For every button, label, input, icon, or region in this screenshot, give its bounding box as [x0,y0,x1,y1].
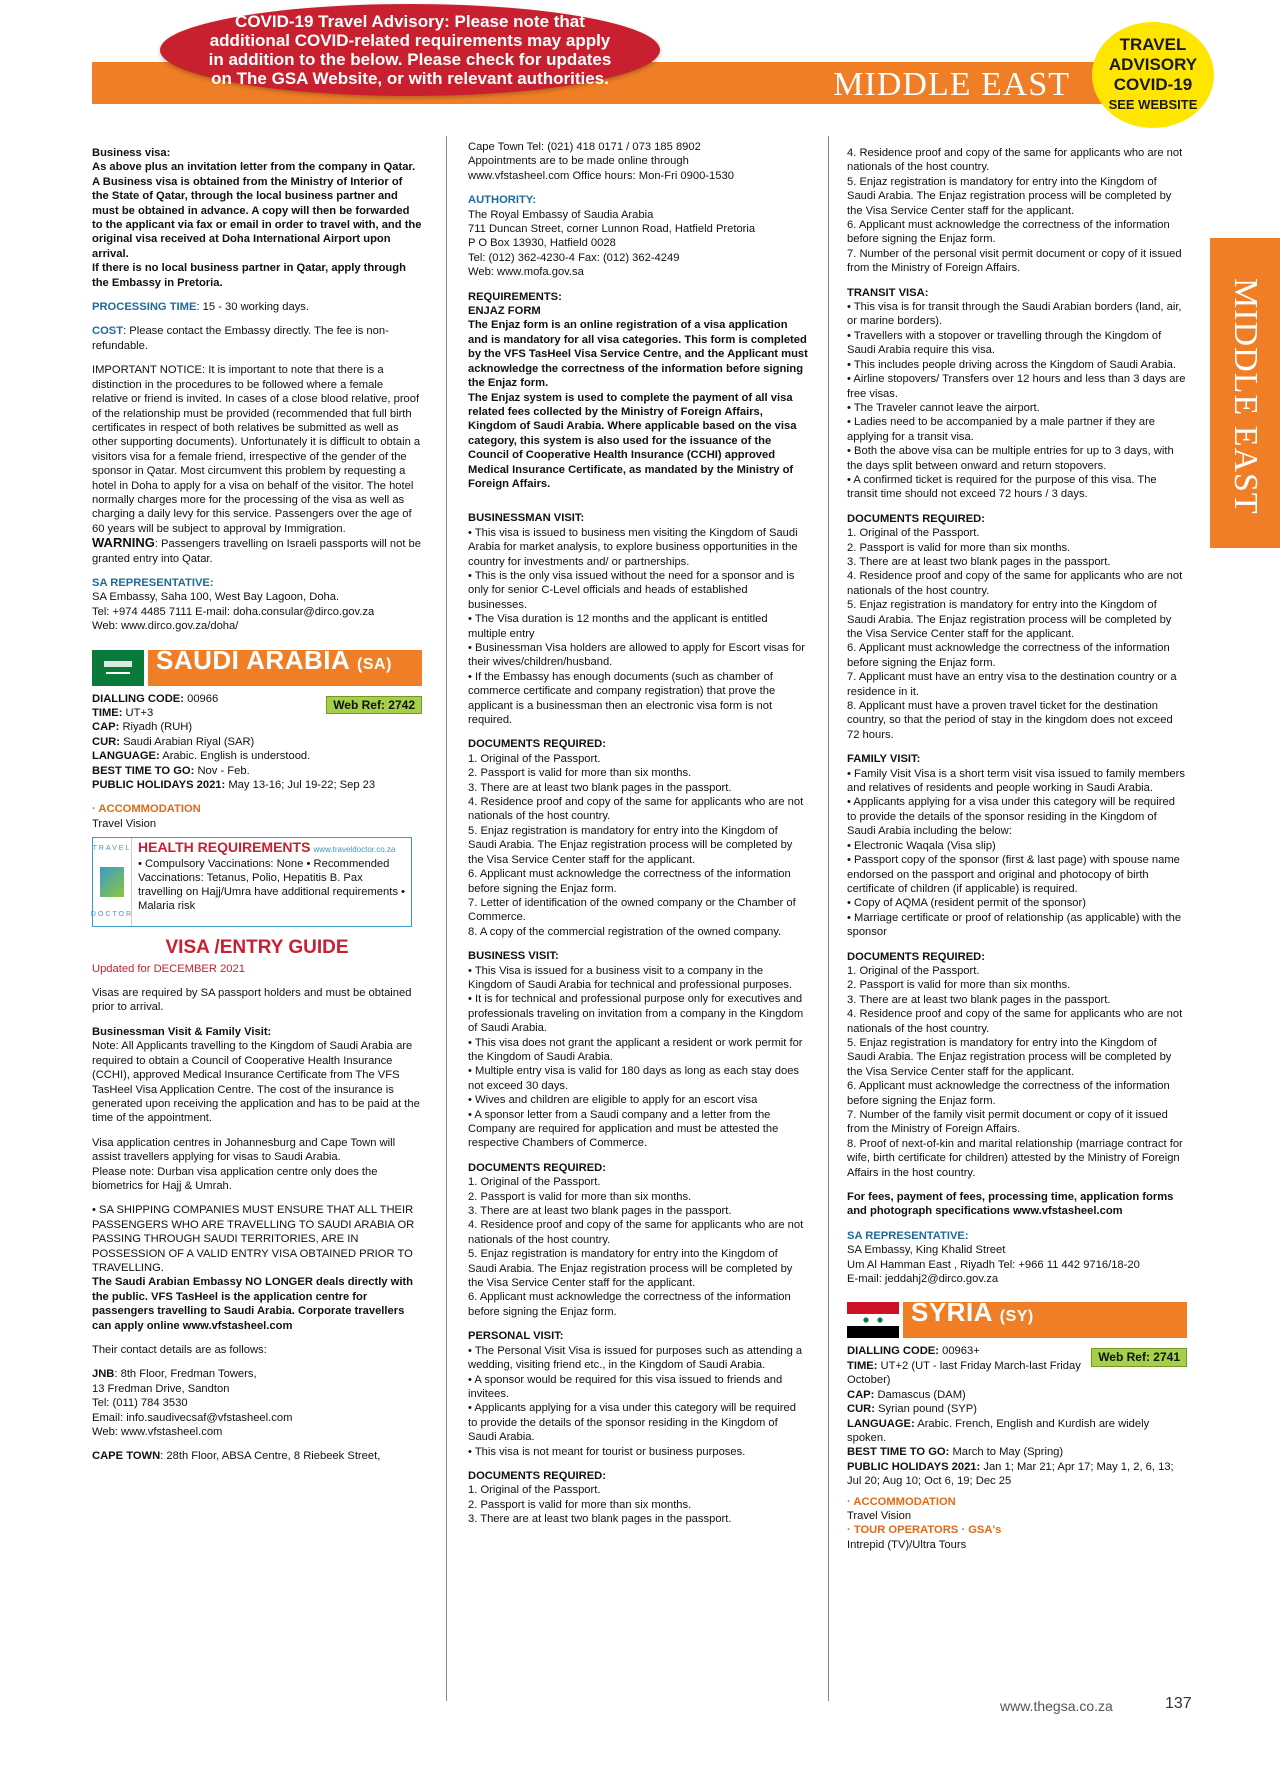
jnb-line: Web: www.vfstasheel.com [92,1426,223,1439]
sa-rep-line: Tel: +974 4485 7111 E-mail: doha.consular@dirco.gov.za [92,605,375,618]
personal-visit-heading: PERSONAL VISIT: [468,1330,564,1343]
accommodation-value: Travel Vision [92,817,157,830]
list-item: 2. Passport is valid for more than six months. [468,1498,692,1511]
sa-rep-line: Um Al Hamman East , Riyadh Tel: +966 11 442 9716/18-20 [847,1258,1140,1271]
list-item: • The Traveler cannot leave the airport. [847,401,1040,414]
region-title: MIDDLE EAST [833,66,1070,103]
side-tab [1210,238,1280,548]
list-item: 5. Enjaz registration is mandatory for entry into the Kingdom of Saudi Arabia. The Enjaz registration process will be completed by the Visa Service Center staff for the applicant. [847,175,1172,217]
warning-label: WARNING [92,535,155,551]
list-item: • This visa does not grant the applicant a resident or work permit for the Kingdom of Saudi Arabia. [468,1036,803,1063]
list-item: • This is the only visa issued without the need for a sponsor and is only for senior C-Level officials and heads of established businesses. [468,569,795,611]
fact-row: BEST TIME TO GO: March to May (Spring) [847,1446,1064,1459]
column-divider [446,136,447,1701]
list-item: • A confirmed ticket is required for the purpose of this visa. The transit time should not exceed 72 hours / 3 days. [847,473,1157,501]
warning-value: : Passengers travelling on Israeli passports will not be granted entry into Qatar. [92,538,421,565]
list-item: 3. There are at least two blank pages in the passport. [468,1513,732,1526]
accommodation-label: · ACCOMMODATION [847,1495,956,1508]
sa-rep-label: SA REPRESENTATIVE: [92,576,214,589]
list-item: 5. Enjaz registration is mandatory for entry into the Kingdom of Saudi Arabia. The Enjaz registration process will be completed by the Visa Service Center staff for the applicant. [847,1036,1172,1078]
fact-row: TIME: UT+3 [92,707,154,719]
list-item: 8. Applicant must have a proven travel ticket for the destination country, so that the period of stay in the kingdom does not exceed 72 hours. [847,700,1173,741]
authority-line: Tel: (012) 362-4230-4 Fax: (012) 362-4249 [468,251,680,264]
warning [92,536,422,566]
business-visa-text: If there is no local business partner in Qatar, apply through the Embassy in Pretoria. [92,262,406,289]
list-item: 2. Passport is valid for more than six months. [847,979,1071,992]
list-item: • Applicants applying for a visa under this category will be required to provide the details of the sponsor residing in the Kingdom of Saudi Arabia. [468,1402,796,1444]
list-item: • The Personal Visit Visa is issued for purposes such as attending a wedding, visiting friend etc., in the Kingdom of Saudi Arabia. [468,1344,803,1372]
list-item: • This visa is for transit through the Saudi Arabian borders (land, air, or marine borders). [847,301,1182,328]
fact-row: CAP: Damascus (DAM) [847,1388,966,1401]
saudi-flag-icon [92,650,144,686]
list-item: • Multiple entry visa is valid for 180 days as long as each stay does not exceed 30 days. [468,1065,800,1092]
list-item: 5. Enjaz registration is mandatory for entry into the Kingdom of Saudi Arabia. The Enjaz registration process will be completed by the Visa Service Center staff for the applicant. [468,824,793,866]
list-item: • The Visa duration is 12 months and the applicant is entitled multiple entry [468,613,768,640]
list-item: • If the Embassy has enough documents (such as chamber of commerce certificate and company registration) that prove the applicant is a businessman then an electronic visa form is not required. [468,670,776,727]
health-text: • Compulsory Vaccinations: None • Recommended Vaccinations: Tetanus, Polio, Hepatitis B. Pax travelling on Hajj/Umra have additional requirements • Malaria risk [138,858,405,913]
list-item: • Both the above visa can be multiple entries for up to 3 days, with the days split between onward and return stopovers. [847,445,1174,472]
list-item: • Businessman Visa holders are allowed to apply for Escort visas for their wives/children/husband. [468,642,806,669]
list-item: • Passport copy of the sponsor (first & last page) with spouse name endorsed on the passport and original and photocopy of birth certificate of children (if applicable) is required. [847,854,1180,895]
centres-note: Visa application centres in Johannesburg and Cape Town will assist travellers applying for visas to Saudi Arabia. [92,1136,396,1164]
badge-line: TRAVEL [1119,35,1187,54]
fact-row: CUR: Syrian pound (SYP) [847,1403,977,1416]
list-item: • Airline stopovers/ Transfers over 12 hours and less than 3 days are free visas. [847,373,1186,400]
list-item: • Electronic Waqala (Visa slip) [847,839,996,852]
list-item: 4. Residence proof and copy of the same for applicants who are not nationals of the host country. [468,1219,804,1246]
list-item: 8. A copy of the commercial registration of the owned company. [468,925,782,938]
fact-row: CAP: Riyadh (RUH) [92,721,193,734]
list-item: 6. Applicant must acknowledge the correctness of the information before signing the Enjaz form. [468,1291,791,1318]
list-item: 5. Enjaz registration is mandatory for entry into the Kingdom of Saudi Arabia. The Enjaz registration process will be completed by the Visa Service Center staff for the applicant. [468,1248,793,1290]
fact-row: DIALLING CODE: 00963+ [847,1345,980,1358]
list-item: 7. Number of the personal visit permit document or copy of it issued from the Ministry of Foreign Affairs. [847,247,1182,275]
embassy-note: The Saudi Arabian Embassy NO LONGER deals directly with the public. VFS TasHeel is the application centre for passengers travelling to Saudi Arabia. Corporate travellers can apply online www.vfstasheel.com [92,1276,413,1332]
list-item: 4. Residence proof and copy of the same for applicants who are not nationals of the host country. [847,147,1183,174]
sa-rep-line: SA Embassy, Saha 100, West Bay Lagoon, Doha. [92,591,340,604]
side-tab-label: MIDDLE EAST [1227,278,1264,515]
list-item: • A sponsor would be required for this visa issued to friends and invitees. [468,1373,783,1400]
shipping-note: • SA SHIPPING COMPANIES MUST ENSURE THAT ALL THEIR PASSENGERS WHO ARE TRAVELLING TO SAUDI ARABIA OR PASSING THROUGH SAUDI TERRITORIES, ARE IN POSSESSION OF A VALID ENTRY VISA OBTAINED PRIOR TO TRAVELLING. [92,1204,415,1274]
documents-heading: DOCUMENTS REQUIRED: [847,950,985,963]
fees-note: For fees, payment of fees, processing time, application forms and photograph specifications www.vfstasheel.com [847,1191,1174,1218]
important-notice: IMPORTANT NOTICE: It is important to note that there is a distinction in the procedures to be followed where a female relative or friend is invited. In cases of a close blood relative, proof of the relationship must be provided (recommended that full birth certificates in respect of both relatives be submitted as well as other supporting documents). Unfortunately it is difficult to obtain a visitors visa for a female friend, irrespective of the gender of the sponsor in Qatar. Most circumvent this problem by requesting a hotel in Doha to apply for a visa on behalf of the visitor. The hotel normally charges more for the processing of the visa as well as charging a daily levy for this service. Passengers over the age of 60 years will be subject to approval by Immigration. [92,364,421,535]
fact-row: DIALLING CODE: 00966 [92,692,219,705]
list-item: • Marriage certificate or proof of relationship (as applicable) with the sponsor [847,911,1182,939]
visa-guide-title: VISA /ENTRY GUIDE [165,937,349,959]
list-item: 7. Applicant must have an entry visa to the destination country or a residence in it. [847,671,1177,698]
footer-url[interactable]: www.thegsa.co.za [1000,1698,1113,1714]
list-item: 3. There are at least two blank pages in the passport. [468,781,732,794]
column-2 [468,140,808,1527]
list-item: 6. Applicant must acknowledge the correctness of the information before signing the Enjaz form. [847,1080,1170,1107]
column-divider [828,136,829,1701]
documents-heading: DOCUMENTS REQUIRED: [468,738,606,751]
list-item: 1. Original of the Passport. [468,1484,601,1497]
list-item: 1. Original of the Passport. [468,752,601,765]
fact-row: TIME: UT+2 (UT - last Friday March-last Friday October) [847,1359,1081,1387]
list-item: 3. There are at least two blank pages in the passport. [468,1205,732,1218]
covid-line: on The GSA Website, or with relevant authorities. [211,69,609,88]
bv-heading: Businessman Visit & Family Visit: [92,1025,272,1038]
contact-intro: Their contact details are as follows: [92,1344,267,1356]
sa-rep-line: E-mail: jeddahj2@dirco.gov.za [847,1273,999,1286]
business-visit-heading: BUSINESS VISIT: [468,950,559,963]
badge-line: SEE WEBSITE [1108,97,1198,112]
list-item: • This visa is issued to business men visiting the Kingdom of Saudi Arabia for market analysis, to explore business opportunities in the country for investments and/ or partnerships. [468,526,798,568]
authority-line: Web: www.mofa.gov.sa [468,266,584,279]
documents-heading: DOCUMENTS REQUIRED: [468,1469,606,1482]
covid-line: COVID-19 Travel Advisory: Please note that [235,12,585,31]
list-item: 4. Residence proof and copy of the same for applicants who are not nationals of the host country. [847,1008,1183,1035]
country-name: SAUDI ARABIA (SA) [156,644,392,675]
accommodation-value: Travel Vision [847,1509,912,1522]
authority-label: AUTHORITY: [468,194,537,207]
list-item: • A sponsor letter from a Saudi company and a letter from the Company are required for application and must be attested the respective Chambers of Commerce. [468,1108,779,1150]
jnb-line: Tel: (011) 784 3530 [92,1397,188,1410]
list-item: • Applicants applying for a visa under this category will be required to provide the details of the sponsor residing in the Kingdom of Saudi Arabia including the below: [847,796,1175,838]
list-item: • Copy of AQMA (resident permit of the sponsor) [847,897,1086,910]
cpt-line: www.vfstasheel.com Office hours: Mon-Fri 0900-1530 [468,169,734,182]
health-requirements-box [92,837,412,927]
list-item: 6. Applicant must acknowledge the correctness of the information before signing the Enjaz form. [847,219,1170,246]
enjaz-text: The Enjaz form is an online registration of a visa application and is mandatory for all visa categories. This form is completed by the VFS TasHeel Visa Service Centre, and the Applicant must acknowledge the correctness of the information before signing the Enjaz form. [468,319,808,390]
documents-heading: DOCUMENTS REQUIRED: [468,1161,606,1174]
list-item: 3. There are at least two blank pages in the passport. [847,993,1111,1006]
fact-row: CUR: Saudi Arabian Riyal (SAR) [92,735,255,748]
list-item: 7. Letter of identification of the owned company or the Chamber of Commerce. [468,896,796,924]
list-item: 1. Original of the Passport. [468,1176,601,1189]
fact-row: LANGUAGE: Arabic. English is understood. [92,750,311,763]
badge-line: ADVISORY [1108,55,1198,74]
list-item: 4. Residence proof and copy of the same for applicants who are not nationals of the host country. [468,796,804,823]
fact-row: PUBLIC HOLIDAYS 2021: May 13-16; Jul 19-22; Sep 23 [92,779,376,792]
country-name: SYRIA (SY) [911,1297,1034,1328]
fact-row: LANGUAGE: Arabic. French, English and Kurdish are widely spoken. [847,1417,1150,1444]
processing-label: PROCESSING TIME [92,301,197,314]
jnb-line: 13 Fredman Drive, Sandton [92,1382,230,1395]
list-item: 6. Applicant must acknowledge the correctness of the information before signing the Enjaz form. [468,868,791,895]
enjaz-heading: ENJAZ FORM [468,305,541,318]
list-item: 2. Passport is valid for more than six months. [468,1190,692,1203]
list-item: • Travellers with a stopover or travelling through the Kingdom of Saudi Arabia require this visa. [847,329,1162,357]
column-1 [92,146,422,1464]
cpt-line: Appointments are to be made online through [468,155,689,168]
sa-rep-line: Web: www.dirco.gov.za/doha/ [92,620,239,633]
cost-value: : Please contact the Embassy directly. The fee is non-refundable. [92,325,389,352]
accommodation-label: · ACCOMMODATION [92,803,201,816]
cpt-line: CAPE TOWN: 28th Floor, ABSA Centre, 8 Riebeek Street, [92,1450,381,1463]
list-item: • Ladies need to be accompanied by a male partner if they are applying for a transit visa. [847,416,1156,443]
tour-operators-value: Intrepid (TV)/Ultra Tours [847,1538,967,1551]
badge-line: COVID-19 [1113,75,1193,94]
tour-operators-label: · TOUR OPERATORS · GSA's [847,1524,1002,1537]
transit-visa-heading: TRANSIT VISA: [847,286,929,299]
authority-line: The Royal Embassy of Saudia Arabia [468,208,654,221]
list-item: 7. Number of the family visit permit document or copy of it issued from the Ministry of Foreign Affairs. [847,1109,1168,1136]
health-site-link[interactable]: www.traveldoctor.co.za [313,845,396,855]
list-item: 4. Residence proof and copy of the same for applicants who are not nationals of the host country. [847,570,1183,597]
syria-header [847,1297,1187,1338]
fact-row: BEST TIME TO GO: Nov - Feb. [92,764,250,777]
businessman-visit-heading: BUSINESSMAN VISIT: [468,512,585,525]
column-3 [847,146,1187,1552]
requirements-heading: REQUIREMENTS: [468,290,562,303]
cost-label: COST [92,325,124,338]
durban-note: Please note: Durban visa application centre only does the biometrics for Hajj & Umrah. [92,1165,378,1192]
list-item: • This includes people driving across the Kingdom of Saudi Arabia. [847,358,1176,371]
list-item: • This Visa is issued for a business visit to a company in the Kingdom of Saudi Arabia for technical and professional purposes. [468,964,793,991]
list-item: 6. Applicant must acknowledge the correctness of the information before signing the Enjaz form. [847,642,1170,669]
list-item: 8. Proof of next-of-kin and marital relationship (marriage contract for wife, birth certificate for children) attested by the Ministry of Foreign Affairs in the host country. [847,1137,1183,1179]
processing-time [92,300,422,314]
business-visa-heading: Business visa: [92,147,171,159]
list-item: 2. Passport is valid for more than six months. [847,541,1071,554]
cost [92,324,422,353]
covid-line: in addition to the below. Please check for updates [208,50,612,69]
list-item: 1. Original of the Passport. [847,527,980,540]
family-visit-heading: FAMILY VISIT: [847,753,921,766]
bv-note: Note: All Applicants travelling to the Kingdom of Saudi Arabia are required to obtain a Council of Cooperative Health Insurance (CCHI), approved Medical Insurance Certificate from The VFS TasHeel Visa Application Centre. The cost of the insurance is generated upon receiving the application and has to be paid at the time of the appointment. [92,1040,420,1125]
processing-value: : 15 - 30 working days. [196,301,309,314]
list-item: 2. Passport is valid for more than six months. [468,767,692,780]
cpt-line: Cape Town Tel: (021) 418 0171 / 073 185 8902 [468,141,701,153]
web-ref-badge[interactable]: Web Ref: 2742 [326,696,422,714]
health-title: HEALTH REQUIREMENTS [138,839,311,856]
fact-row: PUBLIC HOLIDAYS 2021: Jan 1; Mar 21; Apr 17; May 1, 2, 6, 13; Jul 20; Aug 10; Oct 6, 19; Dec 25 [847,1460,1174,1488]
list-item: 3. There are at least two blank pages in the passport. [847,555,1111,568]
business-visa-text: As above plus an invitation letter from the company in Qatar. [92,161,416,174]
covid-advisory-banner [160,4,660,96]
web-ref-badge[interactable]: Web Ref: 2741 [1091,1348,1187,1366]
syria-flag-icon [847,1302,899,1338]
list-item: 1. Original of the Passport. [847,964,980,977]
covid-line: additional COVID-related requirements may apply [209,31,611,50]
list-item: • Wives and children are eligible to apply for an escort visa [468,1094,758,1107]
updated-note: Updated for DECEMBER 2021 [92,962,245,975]
list-item: • This visa is not meant for tourist or business purposes. [468,1445,746,1458]
list-item: • Family Visit Visa is a short term visit visa issued to family members and relatives of residents and people working in Saudi Arabia. [847,767,1185,795]
travel-doctor-icon [100,867,124,897]
documents-heading: DOCUMENTS REQUIRED: [847,512,985,525]
page-number: 137 [1165,1695,1192,1712]
authority-line: 711 Duncan Street, corner Lunnon Road, Hatfield Pretoria [468,223,756,236]
travel-doctor-logo: TRAVEL DOCTOR [93,838,132,926]
visa-required: Visas are required by SA passport holders and must be obtained prior to arrival. [92,987,412,1014]
list-item: 5. Enjaz registration is mandatory for entry into the Kingdom of Saudi Arabia. The Enjaz registration process will be completed by the Visa Service Center staff for the applicant. [847,599,1172,640]
business-visa-text: A Business visa is obtained from the Ministry of Interior of the State of Qatar, through the local business partner and must be obtained in advance. A copy will then be forwarded to the applicant via fax or email in order to travel with, and the original visa received at Doha International Airport upon arrival. [92,175,422,260]
saudi-arabia-header [92,644,422,686]
sa-rep-line: SA Embassy, King Khalid Street [847,1244,1006,1257]
authority-line: P O Box 13930, Hatfield 0028 [468,237,616,250]
enjaz-text: The Enjaz system is used to complete the payment of all visa related fees collected by the Ministry of Foreign Affairs, Kingdom of Saudi Arabia. Where applicable based on the visa category, this system is also used for the issuance of the Council of Cooperative Health Insurance (CCHI) approved Medical Insurance Certificate, as mandated by the Ministry of Foreign Affairs. [468,391,797,490]
sa-rep-label: SA REPRESENTATIVE: [847,1229,969,1242]
jnb-line: JNB: 8th Floor, Fredman Towers, [92,1368,257,1381]
travel-advisory-badge[interactable] [1092,22,1214,128]
jnb-line: Email: info.saudivecsaf@vfstasheel.com [92,1411,293,1424]
list-item: • It is for technical and professional purpose only for executives and professionals traveling on invitation from a company in the Kingdom of Saudi Arabia. [468,993,804,1035]
